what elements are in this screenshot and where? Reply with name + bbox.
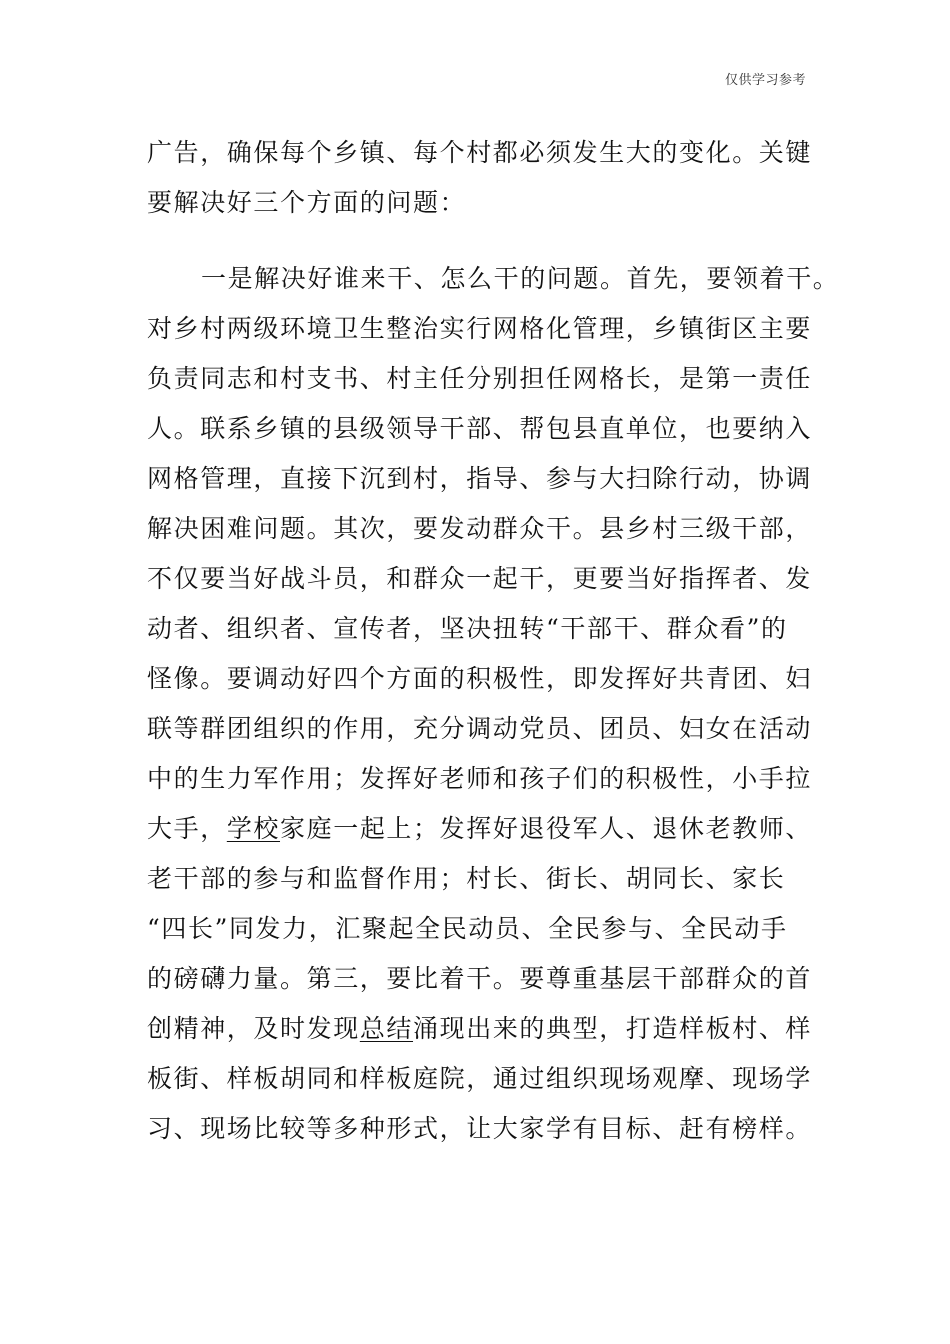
- paragraph-gap: [147, 228, 787, 254]
- text-line: 板街、样板胡同和样板庭院，通过组织现场观摩、现场学: [147, 1064, 813, 1093]
- text-line: [147, 1004, 813, 1054]
- text-line: “四长”同发力，汇聚起全民动员、全民参与、全民动手: [147, 914, 788, 943]
- text-line: 中的生力军作用；发挥好老师和孩子们的积极性，小手拉: [147, 764, 813, 793]
- text-line: 广告，确保每个乡镇、每个村都必须发生大的变化。关键: [147, 138, 813, 167]
- text-line: 网格管理，直接下沉到村，指导、参与大扫除行动，协调: [147, 464, 813, 493]
- paragraph-2: [147, 254, 840, 1154]
- text-line: 负责同志和村支书、村主任分别担任网格长，是第一责任: [147, 364, 813, 393]
- text-line: 的磅礴力量。第三，要比着干。要尊重基层干部群众的首: [147, 964, 813, 993]
- text-segment: 家庭一起上；发挥好退役军人、退休老教师、: [280, 814, 813, 843]
- text-line: 习、现场比较等多种形式，让大家学有目标、赶有榜样。: [147, 1114, 813, 1143]
- text-line: 要解决好三个方面的问题：: [147, 188, 467, 217]
- underlined-term-summary[interactable]: 总结: [359, 1014, 414, 1043]
- text-line: 一是解决好谁来干、怎么干的问题。首先，要领着干。: [201, 264, 840, 293]
- text-line: 怪像。要调动好四个方面的积极性，即发挥好共青团、妇: [147, 664, 813, 693]
- underlined-term-school[interactable]: 学校: [226, 814, 281, 843]
- text-line: 老干部的参与和监督作用；村长、街长、胡同长、家长: [147, 864, 786, 893]
- text-segment: 创精神，及时发现: [147, 1014, 360, 1043]
- text-line: 人。联系乡镇的县级领导干部、帮包县直单位，也要纳入: [147, 414, 813, 443]
- text-line: 不仅要当好战斗员，和群众一起干，更要当好指挥者、发: [147, 564, 813, 593]
- text-segment: 涌现出来的典型，打造样板村、样: [413, 1014, 813, 1043]
- text-line: [147, 804, 813, 854]
- header-note: 仅供学习参考: [724, 73, 806, 88]
- text-line: 解决困难问题。其次，要发动群众干。县乡村三级干部，: [147, 514, 813, 543]
- paragraph-1: [147, 128, 813, 228]
- text-line: 动者、组织者、宣传者，坚决扭转“干部干、群众看”的: [147, 614, 788, 643]
- document-body: [147, 128, 840, 1154]
- text-segment: 大手，: [147, 814, 227, 843]
- text-line: 联等群团组织的作用，充分调动党员、团员、妇女在活动: [147, 714, 813, 743]
- text-line: 对乡村两级环境卫生整治实行网格化管理，乡镇街区主要: [147, 314, 813, 343]
